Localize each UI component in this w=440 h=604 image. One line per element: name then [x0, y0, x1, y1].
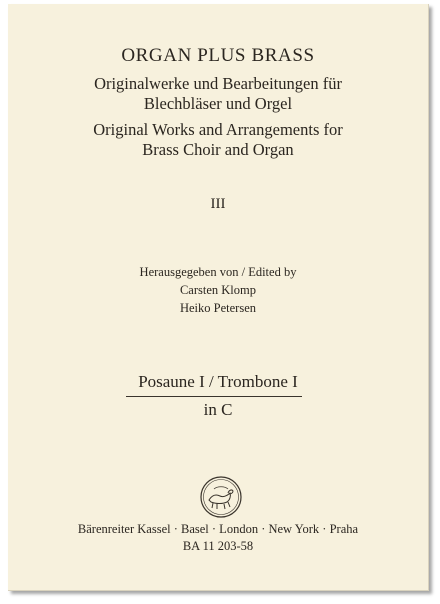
score-cover-page: [8, 4, 429, 591]
subtitle-german-line-1: Originalwerke und Bearbeitungen für: [94, 74, 342, 93]
publisher-line: Bärenreiter Kassel · Basel · London · New York · Praha: [77, 522, 359, 536]
publisher-logo-icon: [199, 475, 243, 519]
editor-name: Carsten Klomp: [179, 283, 257, 297]
subtitle-german-line-2: Blechbläser und Orgel: [143, 94, 293, 113]
editors-label: Herausgegeben von / Edited by: [139, 265, 297, 279]
instrument-underline: [126, 396, 302, 397]
subtitle-english-line-2: Brass Choir and Organ: [142, 140, 294, 159]
instrument-key: in C: [203, 400, 233, 419]
editor-name: Heiko Petersen: [179, 301, 257, 315]
catalog-number: BA 11 203-58: [182, 539, 254, 553]
series-title: ORGAN PLUS BRASS: [121, 45, 315, 66]
volume-number: III: [210, 196, 226, 212]
instrument-part: Posaune I / Trombone I: [138, 372, 298, 391]
subtitle-english-line-1: Original Works and Arrangements for: [93, 120, 343, 139]
